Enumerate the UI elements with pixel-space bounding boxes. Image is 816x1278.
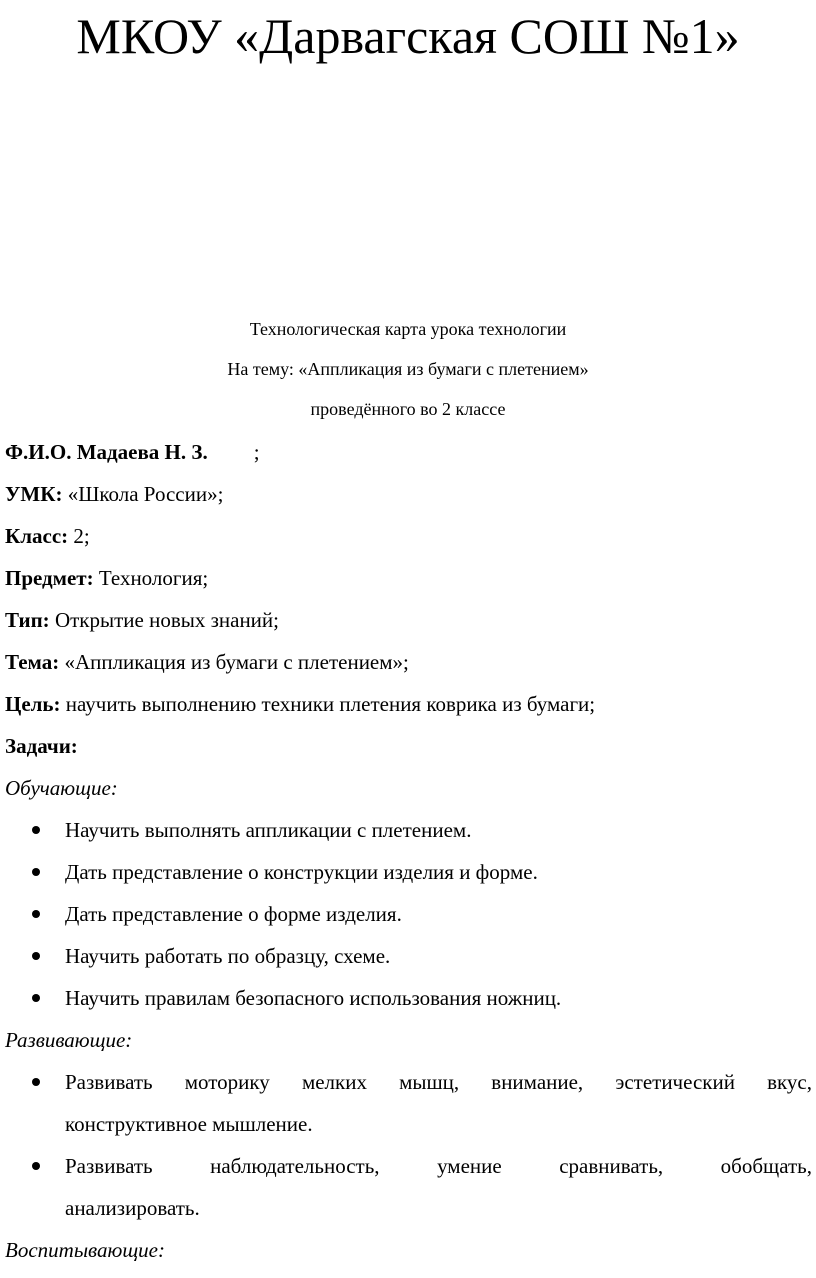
lesson-class-note: проведённого во 2 классе	[310, 399, 506, 419]
fio-row	[5, 438, 260, 466]
list-item-line	[65, 1068, 812, 1096]
word: вкус,	[767, 1070, 812, 1094]
tasks-heading	[5, 732, 78, 760]
type-value: Открытие новых знаний;	[49, 608, 279, 632]
list-item	[32, 1152, 812, 1236]
school-title: МКОУ «Дарвагская СОШ №1»	[76, 8, 740, 64]
theme-row	[5, 648, 409, 676]
list-item-text: Дать представление о конструкции изделия и форме.	[65, 860, 538, 884]
word: мелких	[301, 1070, 367, 1094]
developing-label: Развивающие:	[5, 1028, 133, 1052]
word: обобщать,	[720, 1154, 812, 1178]
list-item-text: Научить работать по образцу, схеме.	[65, 944, 391, 968]
subject-row	[5, 564, 208, 592]
bullet-dot-icon	[32, 868, 40, 876]
lesson-card-title: Технологическая карта урока технологии	[249, 319, 567, 339]
bullet-dot-icon	[32, 1078, 40, 1086]
goal-row	[5, 690, 595, 718]
list-item-continuation: конструктивное мышление.	[65, 1112, 313, 1136]
word: наблюдательность,	[210, 1154, 380, 1178]
word: внимание,	[491, 1070, 584, 1094]
educating-label: Воспитывающие:	[5, 1238, 165, 1262]
list-item-text: Дать представление о форме изделия.	[65, 902, 402, 926]
bullet-dot-icon	[32, 1162, 40, 1170]
fio-label: Ф.И.О. Мадаева Н. З.	[5, 440, 208, 464]
theme-value: «Аппликация из бумаги с плетением»;	[59, 650, 409, 674]
bullet-dot-icon	[32, 826, 40, 834]
type-row	[5, 606, 279, 634]
word: Развивать	[65, 1154, 153, 1178]
lesson-topic: На тему: «Аппликация из бумаги с плетением»	[227, 359, 589, 379]
list-item-text: Научить правилам безопасного использования ножниц.	[65, 986, 562, 1010]
umk-value: «Школа России»;	[62, 482, 224, 506]
bullet-dot-icon	[32, 994, 40, 1002]
bullet-dot-icon	[32, 952, 40, 960]
class-value: 2;	[68, 524, 90, 548]
class-row	[5, 522, 90, 550]
word: мышц,	[399, 1070, 460, 1094]
goal-label: Цель:	[5, 692, 61, 716]
bullet-dot-icon	[32, 910, 40, 918]
tasks-label: Задачи:	[5, 734, 78, 758]
class-label: Класс:	[5, 524, 69, 548]
goal-value: научить выполнению техники плетения коврика из бумаги;	[60, 692, 596, 716]
subject-label: Предмет:	[5, 566, 94, 590]
word: моторику	[184, 1070, 270, 1094]
word: сравнивать,	[559, 1154, 664, 1178]
word: Развивать	[65, 1070, 153, 1094]
list-item-text: Научить выполнять аппликации с плетением.	[65, 818, 472, 842]
umk-label: УМК:	[5, 482, 63, 506]
fio-suffix: ;	[253, 440, 260, 464]
list-item-line	[65, 1152, 812, 1180]
umk-row	[5, 480, 223, 508]
list-item-continuation: анализировать.	[65, 1196, 200, 1220]
type-label: Тип:	[5, 608, 50, 632]
teaching-label: Обучающие:	[5, 776, 118, 800]
word: умение	[437, 1154, 502, 1178]
subject-value: Технология;	[93, 566, 209, 590]
list-item	[32, 1068, 812, 1152]
word: эстетический	[615, 1070, 735, 1094]
theme-label: Тема:	[5, 650, 60, 674]
